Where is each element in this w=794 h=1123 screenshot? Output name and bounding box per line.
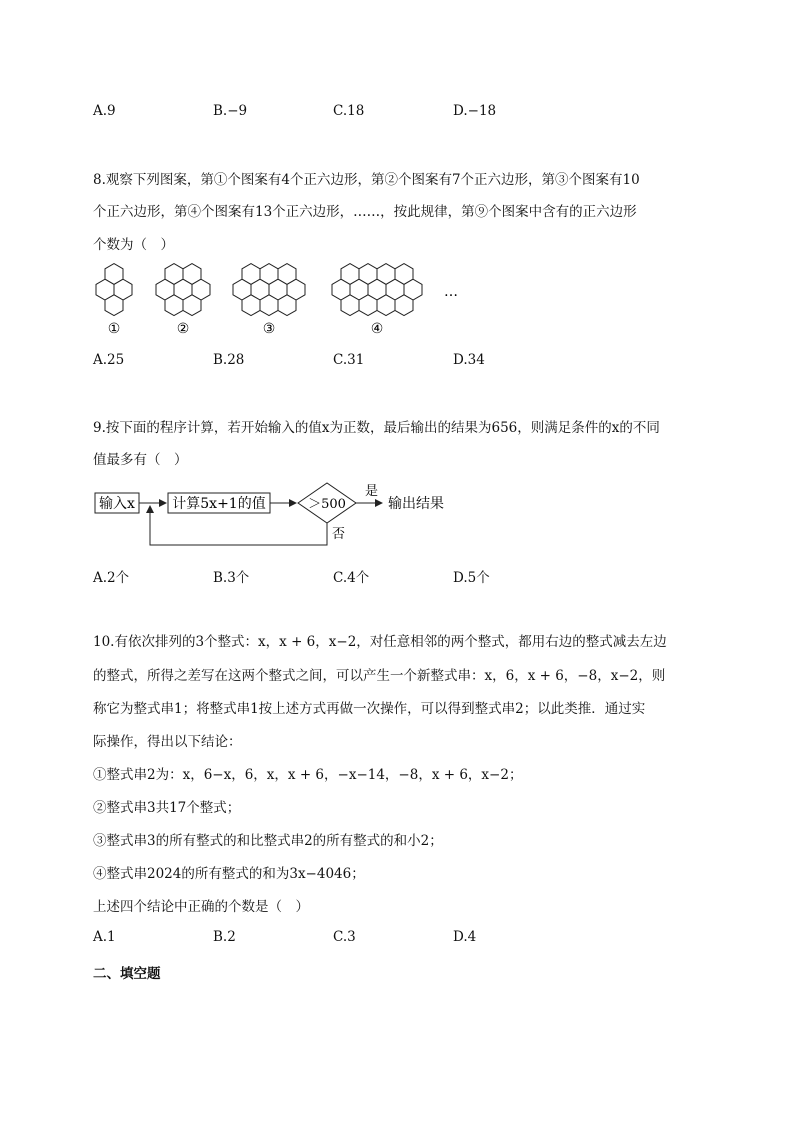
q8-option-a: A.25	[93, 352, 125, 368]
q10-conclusion-4: ④整式串2024的所有整式的和为3x−4046；	[93, 866, 365, 882]
q10-text-line-3: 称它为整式串1；将整式串1按上述方式再做一次操作，可以得到整式串2；以此类推．通过实	[93, 701, 646, 717]
flow-no-label: 否	[332, 527, 346, 542]
q8-option-d: D.34	[453, 352, 485, 368]
pattern-label-2: ②	[176, 321, 190, 337]
q7-option-b: B.−9	[213, 103, 248, 119]
q8-option-c: C.31	[333, 352, 365, 368]
q9-text-line-2: 值最多有（ ）	[93, 452, 188, 468]
q9-option-c: C.4个	[333, 570, 370, 586]
q10-conclusion-1: ①整式串2为：x，6−x，6，x，x + 6，−x−14，−8，x + 6，x−2；	[93, 767, 523, 783]
pattern-ellipsis: …	[444, 284, 458, 300]
q9-option-a: A.2个	[93, 570, 130, 586]
pattern-1-hexagons	[96, 264, 132, 316]
q9-option-d: D.5个	[453, 570, 490, 586]
q8-text-line-3: 个数为（ ）	[93, 237, 174, 253]
q7-option-d: D.−18	[453, 103, 497, 119]
section-title: 二、填空题	[93, 966, 161, 982]
q9-option-b: B.3个	[213, 570, 250, 586]
q10-option-a: A.1	[93, 929, 116, 945]
pattern-3-hexagons	[233, 264, 305, 316]
pattern-label-4: ④	[370, 321, 384, 337]
q10-text-line-2: 的整式，所得之差写在这两个整式之间，可以产生一个新整式串：x，6，x + 6，−8，x−2，则	[93, 668, 666, 684]
q10-conclusion-3: ③整式串3的所有整式的和比整式串2的所有整式的和小2；	[93, 833, 443, 849]
q10-option-b: B.2	[213, 929, 236, 945]
flow-condition-label: ＞500	[308, 497, 346, 512]
flow-input-label: 输入x	[99, 496, 135, 512]
pattern-2-hexagons	[156, 264, 210, 316]
flow-compute-label: 计算5x+1的值	[172, 496, 266, 512]
hexagon-pattern-figure	[88, 258, 468, 340]
q8-text-line-1: 8.观察下列图案，第①个图案有4个正六边形，第②个图案有7个正六边形，第③个图案有10	[93, 172, 640, 188]
q10-conclusion-2: ②整式串3共17个整式；	[93, 800, 241, 816]
q10-text-line-4: 际操作，得出以下结论：	[93, 734, 242, 750]
q10-question-prompt: 上述四个结论中正确的个数是（ ）	[93, 899, 309, 915]
q10-option-d: D.4	[453, 929, 477, 945]
q10-option-c: C.3	[333, 929, 356, 945]
program-flowchart	[90, 478, 470, 550]
q8-text-line-2: 个正六边形，第④个图案有13个正六边形，……，按此规律，第⑨个图案中含有的正六边形	[93, 204, 637, 220]
q10-text-line-1: 10.有依次排列的3个整式：x，x + 6，x−2，对任意相邻的两个整式，都用右边的整式减去左边	[93, 634, 667, 650]
q9-text-line-1: 9.按下面的程序计算，若开始输入的值x为正数，最后输出的结果为656，则满足条件的x的不同	[93, 420, 660, 436]
pattern-label-3: ③	[262, 321, 276, 337]
flow-output-label: 输出结果	[388, 496, 444, 512]
pattern-4-hexagons	[332, 264, 422, 316]
flow-yes-label: 是	[365, 484, 379, 499]
q7-option-c: C.18	[333, 103, 365, 119]
pattern-label-1: ①	[107, 321, 121, 337]
q7-option-a: A.9	[93, 103, 116, 119]
q8-option-b: B.28	[213, 352, 245, 368]
